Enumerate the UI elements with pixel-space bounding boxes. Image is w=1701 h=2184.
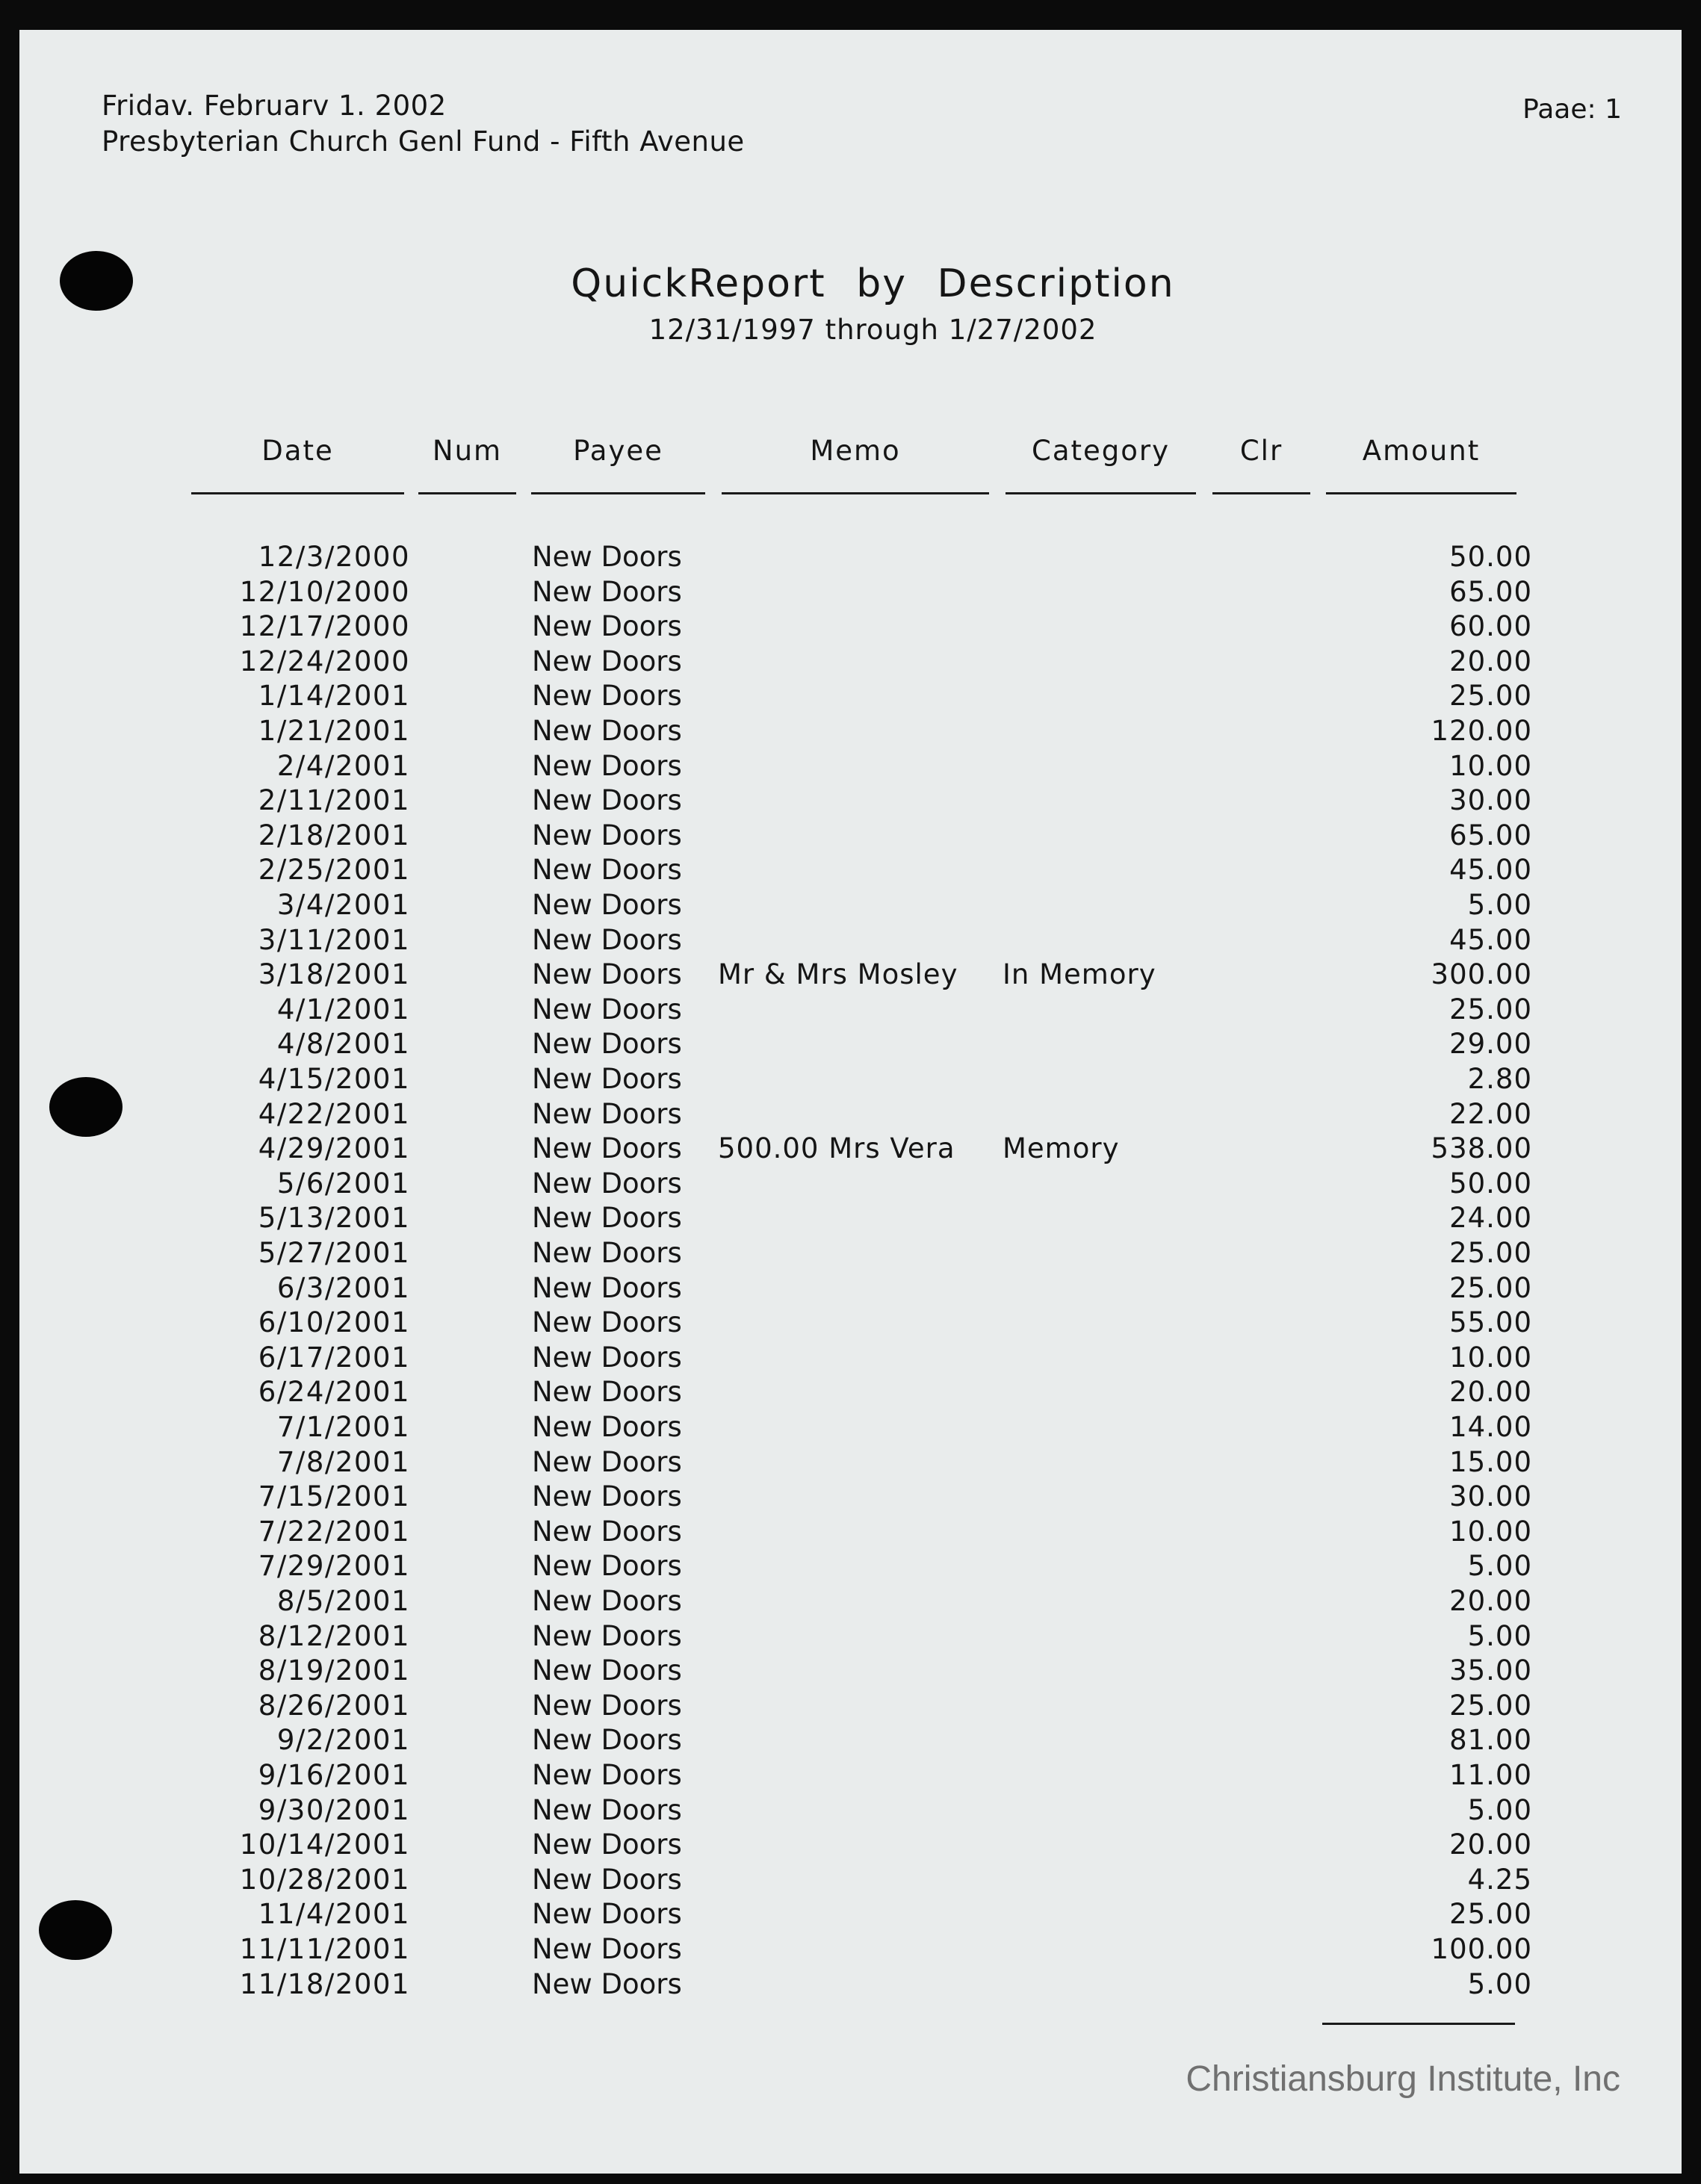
table-row	[19, 1480, 1682, 1516]
cell-amount: 25.00	[1449, 680, 1532, 713]
organization-name: Presbyterian Church Genl Fund - Fifth Avenue	[102, 125, 745, 158]
cell-amount: 30.00	[1449, 1480, 1532, 1513]
cell-payee: New Doors	[532, 1063, 682, 1095]
cell-amount: 22.00	[1449, 1097, 1532, 1130]
table-row	[19, 715, 1682, 750]
table-row	[19, 1516, 1682, 1551]
cell-amount: 5.00	[1467, 889, 1532, 921]
cell-amount: 20.00	[1449, 1828, 1532, 1861]
page-number: Paae: 1	[1522, 94, 1622, 125]
cell-amount: 35.00	[1449, 1654, 1532, 1687]
cell-date: 7/15/2001	[258, 1480, 410, 1513]
cell-payee: New Doors	[532, 1341, 682, 1374]
cell-amount: 100.00	[1431, 1933, 1532, 1965]
cell-amount: 538.00	[1431, 1132, 1532, 1165]
cell-amount: 29.00	[1449, 1028, 1532, 1061]
cell-category: Memory	[1003, 1132, 1120, 1165]
cell-date: 11/11/2001	[239, 1933, 410, 1965]
cell-payee: New Doors	[532, 1376, 682, 1409]
cell-amount: 20.00	[1449, 1376, 1532, 1409]
cell-date: 12/3/2000	[258, 541, 410, 573]
cell-date: 9/16/2001	[258, 1759, 410, 1791]
cell-amount: 2.80	[1467, 1063, 1532, 1095]
cell-payee: New Doors	[532, 1480, 682, 1513]
cell-amount: 50.00	[1449, 1167, 1532, 1200]
cell-amount: 60.00	[1449, 610, 1532, 643]
table-row	[19, 1306, 1682, 1341]
cell-date: 8/26/2001	[258, 1689, 410, 1722]
cell-amount: 25.00	[1449, 993, 1532, 1026]
cell-payee: New Doors	[532, 1863, 682, 1896]
header-rule-clr	[1212, 492, 1310, 494]
cell-payee: New Doors	[532, 1306, 682, 1339]
cell-date: 4/8/2001	[276, 1028, 410, 1061]
table-row	[19, 1237, 1682, 1272]
cell-payee: New Doors	[532, 958, 682, 991]
cell-payee: New Doors	[532, 1724, 682, 1757]
cell-date: 8/5/2001	[276, 1585, 410, 1617]
table-row	[19, 1132, 1682, 1167]
column-header-date: Date	[261, 435, 334, 467]
table-row	[19, 1272, 1682, 1307]
table-row	[19, 1341, 1682, 1377]
cell-date: 4/29/2001	[258, 1132, 410, 1165]
table-row	[19, 1968, 1682, 2003]
cell-payee: New Doors	[532, 715, 682, 747]
cell-payee: New Doors	[532, 1619, 682, 1652]
cell-date: 6/10/2001	[258, 1306, 410, 1339]
cell-date: 11/4/2001	[258, 1898, 410, 1931]
cell-amount: 10.00	[1449, 749, 1532, 782]
report-title: QuickReport by Description	[571, 261, 1175, 306]
cell-payee: New Doors	[532, 541, 682, 573]
cell-amount: 10.00	[1449, 1515, 1532, 1548]
cell-payee: New Doors	[532, 1689, 682, 1722]
cell-date: 4/1/2001	[276, 993, 410, 1026]
table-row	[19, 1690, 1682, 1725]
cell-date: 3/4/2001	[276, 889, 410, 921]
cell-payee: New Doors	[532, 1097, 682, 1130]
cell-payee: New Doors	[532, 1167, 682, 1200]
cell-date: 2/4/2001	[276, 749, 410, 782]
cell-payee: New Doors	[532, 1445, 682, 1478]
cell-amount: 120.00	[1431, 715, 1532, 747]
cell-amount: 5.00	[1467, 1967, 1532, 2000]
cell-date: 5/6/2001	[276, 1167, 410, 1200]
header-rule-date	[191, 492, 404, 494]
cell-amount: 50.00	[1449, 541, 1532, 573]
cell-amount: 25.00	[1449, 1689, 1532, 1722]
table-row	[19, 1724, 1682, 1759]
cell-amount: 45.00	[1449, 854, 1532, 887]
table-row	[19, 541, 1682, 576]
cell-payee: New Doors	[532, 749, 682, 782]
cell-payee: New Doors	[532, 1759, 682, 1791]
table-row	[19, 1654, 1682, 1690]
table-row	[19, 1446, 1682, 1481]
table-row	[19, 1620, 1682, 1655]
cell-date: 1/14/2001	[258, 680, 410, 713]
cell-memo: 500.00 Mrs Vera	[718, 1132, 955, 1165]
cell-amount: 4.25	[1467, 1863, 1532, 1896]
cell-amount: 10.00	[1449, 1341, 1532, 1374]
cell-amount: 81.00	[1449, 1724, 1532, 1757]
cell-date: 2/11/2001	[258, 784, 410, 817]
cell-date: 6/17/2001	[258, 1341, 410, 1374]
cell-payee: New Doors	[532, 1132, 682, 1165]
cell-date: 4/22/2001	[258, 1097, 410, 1130]
cell-amount: 25.00	[1449, 1898, 1532, 1931]
cell-amount: 5.00	[1467, 1550, 1532, 1583]
cell-amount: 14.00	[1449, 1411, 1532, 1443]
cell-payee: New Doors	[532, 1898, 682, 1931]
cell-date: 4/15/2001	[258, 1063, 410, 1095]
table-row	[19, 854, 1682, 889]
cell-date: 10/28/2001	[239, 1863, 410, 1896]
cell-date: 5/13/2001	[258, 1202, 410, 1235]
total-rule	[1322, 2023, 1515, 2025]
table-row	[19, 1376, 1682, 1411]
cell-amount: 11.00	[1449, 1759, 1532, 1791]
cell-date: 12/17/2000	[239, 610, 410, 643]
column-header-memo: Memo	[810, 435, 901, 467]
cell-amount: 20.00	[1449, 1585, 1532, 1617]
table-row	[19, 1898, 1682, 1933]
cell-date: 7/22/2001	[258, 1515, 410, 1548]
cell-date: 11/18/2001	[239, 1967, 410, 2000]
cell-amount: 15.00	[1449, 1445, 1532, 1478]
table-row	[19, 1933, 1682, 1968]
table-row	[19, 1167, 1682, 1203]
cell-payee: New Doors	[532, 1515, 682, 1548]
cell-date: 8/19/2001	[258, 1654, 410, 1687]
table-row	[19, 1028, 1682, 1063]
header-rule-num	[418, 492, 516, 494]
document-page	[19, 30, 1682, 2174]
column-header-clr: Clr	[1239, 435, 1283, 467]
cell-date: 6/24/2001	[258, 1376, 410, 1409]
cell-payee: New Doors	[532, 923, 682, 956]
header-rule-payee	[531, 492, 705, 494]
table-row	[19, 1202, 1682, 1237]
column-header-payee: Payee	[573, 435, 663, 467]
table-row	[19, 889, 1682, 924]
cell-amount: 55.00	[1449, 1306, 1532, 1339]
cell-payee: New Doors	[532, 610, 682, 643]
cell-amount: 25.00	[1449, 1271, 1532, 1304]
table-row	[19, 924, 1682, 959]
cell-amount: 45.00	[1449, 923, 1532, 956]
column-header-category: Category	[1031, 435, 1170, 467]
cell-date: 9/30/2001	[258, 1793, 410, 1826]
header-rule-memo	[722, 492, 989, 494]
cell-date: 2/25/2001	[258, 854, 410, 887]
cell-payee: New Doors	[532, 889, 682, 921]
cell-date: 9/2/2001	[276, 1724, 410, 1757]
cell-payee: New Doors	[532, 575, 682, 608]
cell-amount: 25.00	[1449, 1237, 1532, 1269]
cell-payee: New Doors	[532, 1933, 682, 1965]
cell-date: 3/18/2001	[258, 958, 410, 991]
cell-amount: 5.00	[1467, 1793, 1532, 1826]
cell-payee: New Doors	[532, 1654, 682, 1687]
cell-payee: New Doors	[532, 1828, 682, 1861]
cell-payee: New Doors	[532, 1967, 682, 2000]
cell-memo: Mr & Mrs Mosley	[718, 958, 958, 991]
cell-date: 5/27/2001	[258, 1237, 410, 1269]
table-row	[19, 993, 1682, 1029]
table-row	[19, 680, 1682, 715]
cell-date: 2/18/2001	[258, 819, 410, 851]
cell-payee: New Doors	[532, 1271, 682, 1304]
cell-date: 7/29/2001	[258, 1550, 410, 1583]
table-row	[19, 645, 1682, 680]
cell-payee: New Doors	[532, 1585, 682, 1617]
cell-payee: New Doors	[532, 1411, 682, 1443]
table-row	[19, 819, 1682, 854]
cell-date: 6/3/2001	[276, 1271, 410, 1304]
cell-date: 10/14/2001	[239, 1828, 410, 1861]
cell-payee: New Doors	[532, 993, 682, 1026]
cell-category: In Memory	[1003, 958, 1156, 991]
column-header-num: Num	[432, 435, 503, 467]
table-row	[19, 1759, 1682, 1794]
cell-payee: New Doors	[532, 680, 682, 713]
table-row	[19, 958, 1682, 993]
cell-amount: 20.00	[1449, 645, 1532, 677]
cell-amount: 5.00	[1467, 1619, 1532, 1652]
table-row	[19, 1864, 1682, 1899]
table-row	[19, 750, 1682, 785]
report-date: Fridav. Februarv 1. 2002	[102, 90, 447, 122]
cell-payee: New Doors	[532, 1028, 682, 1061]
cell-date: 12/10/2000	[239, 575, 410, 608]
table-row	[19, 1098, 1682, 1133]
cell-date: 1/21/2001	[258, 715, 410, 747]
cell-payee: New Doors	[532, 854, 682, 887]
cell-amount: 24.00	[1449, 1202, 1532, 1235]
header-rule-category	[1006, 492, 1196, 494]
table-row	[19, 576, 1682, 611]
cell-payee: New Doors	[532, 645, 682, 677]
header-rule-amount	[1326, 492, 1516, 494]
cell-date: 12/24/2000	[239, 645, 410, 677]
watermark: Christiansburg Institute, Inc	[1186, 2059, 1620, 2099]
cell-amount: 65.00	[1449, 819, 1532, 851]
cell-amount: 30.00	[1449, 784, 1532, 817]
table-row	[19, 1828, 1682, 1864]
table-row	[19, 1794, 1682, 1829]
cell-date: 8/12/2001	[258, 1619, 410, 1652]
cell-payee: New Doors	[532, 1550, 682, 1583]
cell-payee: New Doors	[532, 1793, 682, 1826]
cell-amount: 65.00	[1449, 575, 1532, 608]
table-row	[19, 784, 1682, 819]
report-date-range: 12/31/1997 through 1/27/2002	[648, 314, 1097, 346]
cell-payee: New Doors	[532, 784, 682, 817]
table-row	[19, 1411, 1682, 1446]
cell-date: 3/11/2001	[258, 923, 410, 956]
cell-payee: New Doors	[532, 1202, 682, 1235]
cell-payee: New Doors	[532, 1237, 682, 1269]
table-row	[19, 610, 1682, 645]
cell-date: 7/1/2001	[276, 1411, 410, 1443]
cell-payee: New Doors	[532, 819, 682, 851]
table-row	[19, 1550, 1682, 1585]
table-row	[19, 1585, 1682, 1620]
cell-amount: 300.00	[1431, 958, 1532, 991]
cell-date: 7/8/2001	[276, 1445, 410, 1478]
column-header-amount: Amount	[1362, 435, 1481, 467]
table-row	[19, 1063, 1682, 1098]
